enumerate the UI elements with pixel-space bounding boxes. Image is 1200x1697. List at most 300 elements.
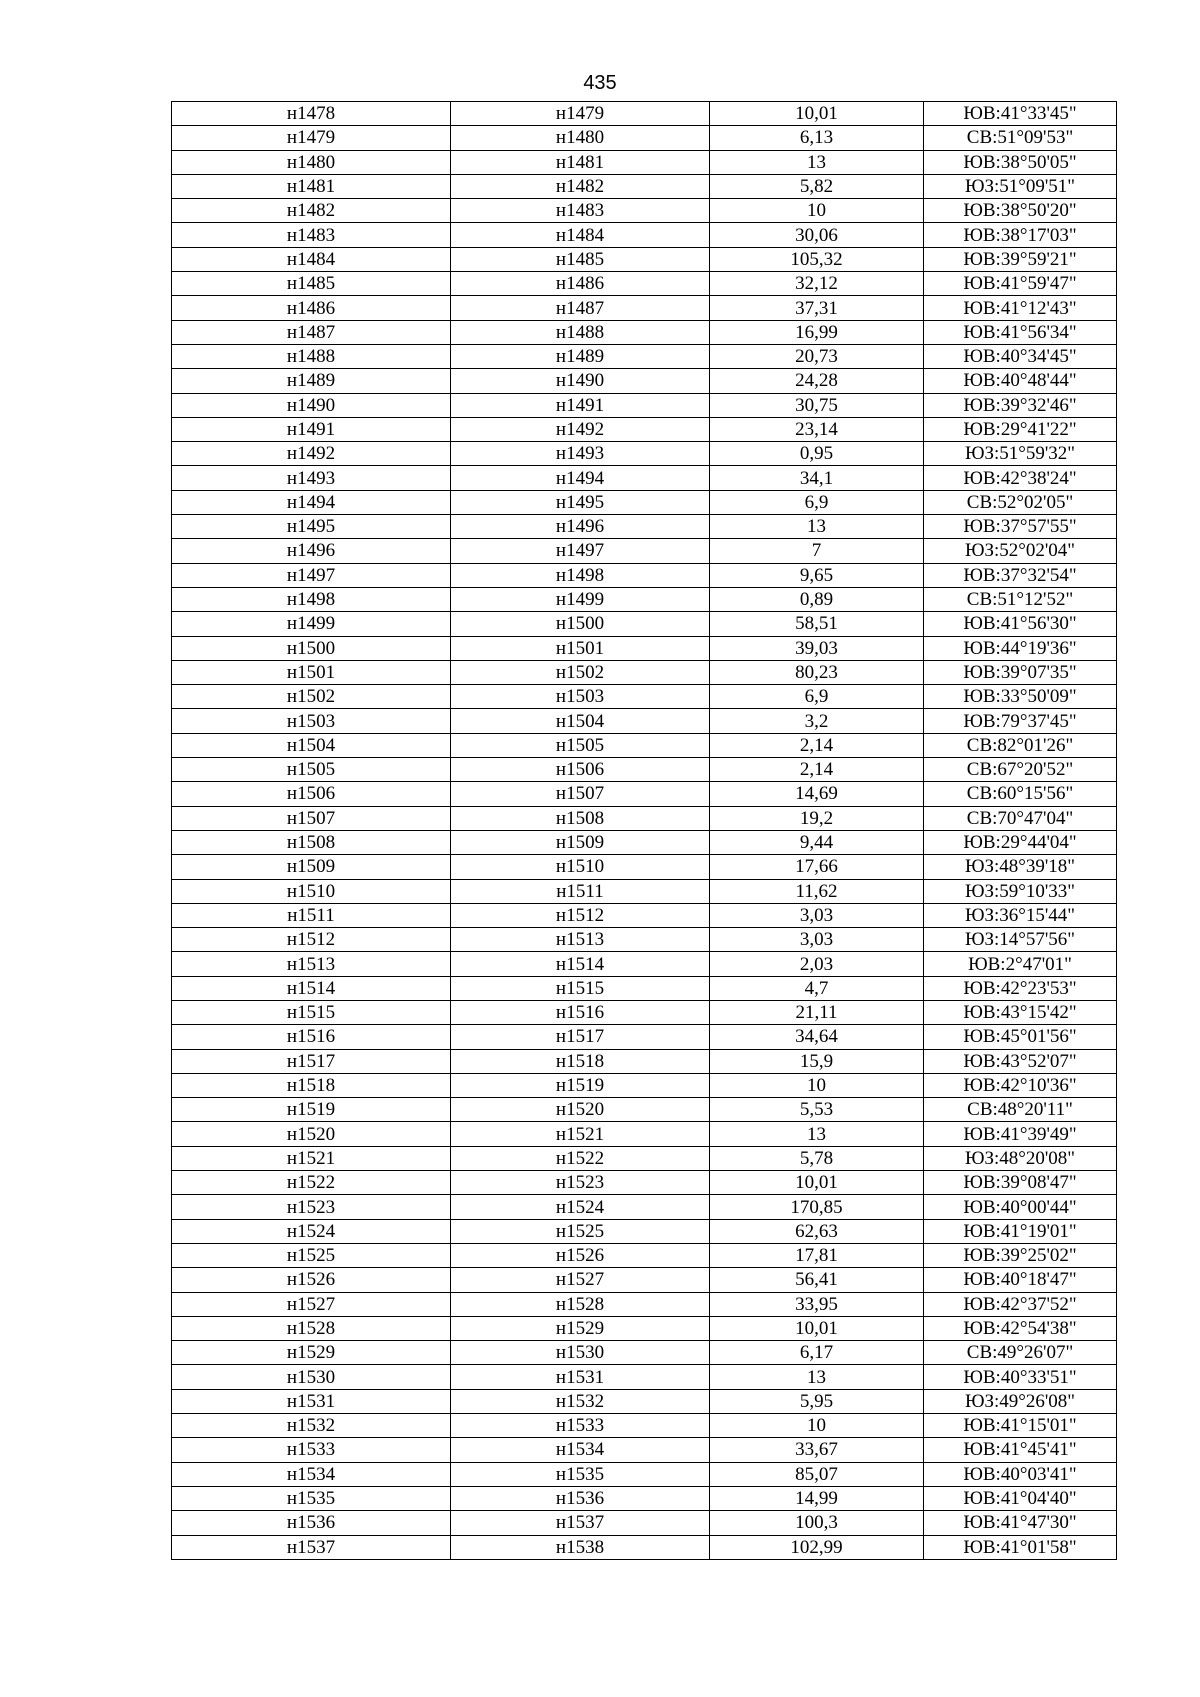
from-point-cell: н1532: [172, 1414, 451, 1438]
from-point-cell: н1497: [172, 563, 451, 587]
to-point-cell: н1491: [451, 393, 710, 417]
to-point-cell: н1518: [451, 1049, 710, 1073]
from-point-cell: н1536: [172, 1511, 451, 1535]
bearing-cell: ЮВ:45°01'56": [924, 1025, 1117, 1049]
table-row: [172, 1000, 1117, 1024]
table-row: [172, 1414, 1117, 1438]
bearing-cell: СВ:51°09'53": [924, 126, 1117, 150]
from-point-cell: н1525: [172, 1243, 451, 1267]
from-point-cell: н1490: [172, 393, 451, 417]
bearing-cell: ЮВ:39°07'35": [924, 660, 1117, 684]
to-point-cell: н1536: [451, 1486, 710, 1510]
to-point-cell: н1502: [451, 660, 710, 684]
from-point-cell: н1491: [172, 417, 451, 441]
bearing-cell: ЮВ:41°12'43": [924, 296, 1117, 320]
table-row: [172, 1365, 1117, 1389]
table-row: [172, 442, 1117, 466]
table-row: [172, 1341, 1117, 1365]
bearing-cell: ЮВ:2°47'01": [924, 952, 1117, 976]
table-row: [172, 1098, 1117, 1122]
to-point-cell: н1531: [451, 1365, 710, 1389]
bearing-cell: ЮВ:39°32'46": [924, 393, 1117, 417]
from-point-cell: н1481: [172, 174, 451, 198]
distance-cell: 39,03: [710, 636, 924, 660]
distance-cell: 0,89: [710, 587, 924, 611]
from-point-cell: н1483: [172, 223, 451, 247]
distance-cell: 6,13: [710, 126, 924, 150]
table-row: [172, 1171, 1117, 1195]
table-row: [172, 1511, 1117, 1535]
from-point-cell: н1487: [172, 320, 451, 344]
distance-cell: 105,32: [710, 247, 924, 271]
distance-cell: 9,65: [710, 563, 924, 587]
table-row: [172, 344, 1117, 368]
to-point-cell: н1490: [451, 369, 710, 393]
bearing-cell: ЮЗ:14°57'56": [924, 928, 1117, 952]
bearing-cell: ЮВ:41°19'01": [924, 1219, 1117, 1243]
from-point-cell: н1508: [172, 830, 451, 854]
table-row: [172, 515, 1117, 539]
to-point-cell: н1501: [451, 636, 710, 660]
to-point-cell: н1510: [451, 855, 710, 879]
from-point-cell: н1495: [172, 515, 451, 539]
from-point-cell: н1531: [172, 1389, 451, 1413]
distance-cell: 34,64: [710, 1025, 924, 1049]
table-row: [172, 466, 1117, 490]
distance-cell: 85,07: [710, 1462, 924, 1486]
distance-cell: 58,51: [710, 612, 924, 636]
to-point-cell: н1529: [451, 1316, 710, 1340]
distance-cell: 3,03: [710, 928, 924, 952]
from-point-cell: н1514: [172, 976, 451, 1000]
distance-cell: 80,23: [710, 660, 924, 684]
distance-cell: 30,75: [710, 393, 924, 417]
to-point-cell: н1514: [451, 952, 710, 976]
to-point-cell: н1494: [451, 466, 710, 490]
distance-cell: 15,9: [710, 1049, 924, 1073]
from-point-cell: н1518: [172, 1073, 451, 1097]
bearing-cell: ЮЗ:59°10'33": [924, 879, 1117, 903]
table-row: [172, 1486, 1117, 1510]
distance-cell: 10: [710, 1414, 924, 1438]
distance-cell: 102,99: [710, 1535, 924, 1559]
distance-cell: 37,31: [710, 296, 924, 320]
distance-cell: 17,66: [710, 855, 924, 879]
bearing-cell: ЮЗ:48°39'18": [924, 855, 1117, 879]
table-row: [172, 1219, 1117, 1243]
bearing-cell: ЮВ:40°48'44": [924, 369, 1117, 393]
from-point-cell: н1537: [172, 1535, 451, 1559]
distance-cell: 9,44: [710, 830, 924, 854]
to-point-cell: н1508: [451, 806, 710, 830]
distance-cell: 62,63: [710, 1219, 924, 1243]
table-body: [172, 102, 1117, 1560]
bearing-cell: СВ:67°20'52": [924, 758, 1117, 782]
table-row: [172, 1268, 1117, 1292]
bearing-cell: СВ:51°12'52": [924, 587, 1117, 611]
from-point-cell: н1482: [172, 199, 451, 223]
distance-cell: 0,95: [710, 442, 924, 466]
bearing-cell: ЮВ:39°25'02": [924, 1243, 1117, 1267]
table-row: [172, 1316, 1117, 1340]
from-point-cell: н1492: [172, 442, 451, 466]
to-point-cell: н1504: [451, 709, 710, 733]
bearing-cell: СВ:52°02'05": [924, 490, 1117, 514]
distance-cell: 32,12: [710, 272, 924, 296]
table-row: [172, 709, 1117, 733]
bearing-cell: ЮЗ:52°02'04": [924, 539, 1117, 563]
to-point-cell: н1481: [451, 150, 710, 174]
table-row: [172, 1122, 1117, 1146]
distance-cell: 21,11: [710, 1000, 924, 1024]
bearing-cell: ЮВ:44°19'36": [924, 636, 1117, 660]
to-point-cell: н1482: [451, 174, 710, 198]
from-point-cell: н1503: [172, 709, 451, 733]
from-point-cell: н1533: [172, 1438, 451, 1462]
distance-cell: 11,62: [710, 879, 924, 903]
from-point-cell: н1486: [172, 296, 451, 320]
table-row: [172, 612, 1117, 636]
from-point-cell: н1505: [172, 758, 451, 782]
to-point-cell: н1516: [451, 1000, 710, 1024]
from-point-cell: н1501: [172, 660, 451, 684]
table-row: [172, 952, 1117, 976]
distance-cell: 34,1: [710, 466, 924, 490]
bearing-cell: ЮВ:43°52'07": [924, 1049, 1117, 1073]
to-point-cell: н1483: [451, 199, 710, 223]
to-point-cell: н1519: [451, 1073, 710, 1097]
table-row: [172, 830, 1117, 854]
from-point-cell: н1496: [172, 539, 451, 563]
distance-cell: 33,67: [710, 1438, 924, 1462]
bearing-cell: ЮВ:41°01'58": [924, 1535, 1117, 1559]
bearing-cell: ЮВ:41°15'01": [924, 1414, 1117, 1438]
bearing-cell: ЮВ:41°45'41": [924, 1438, 1117, 1462]
table-row: [172, 879, 1117, 903]
table-row: [172, 685, 1117, 709]
to-point-cell: н1488: [451, 320, 710, 344]
distance-cell: 2,14: [710, 733, 924, 757]
bearing-cell: ЮВ:41°59'47": [924, 272, 1117, 296]
to-point-cell: н1498: [451, 563, 710, 587]
table-row: [172, 1535, 1117, 1559]
from-point-cell: н1522: [172, 1171, 451, 1195]
distance-cell: 33,95: [710, 1292, 924, 1316]
distance-cell: 30,06: [710, 223, 924, 247]
table-row: [172, 199, 1117, 223]
table-row: [172, 247, 1117, 271]
table-row: [172, 1195, 1117, 1219]
from-point-cell: н1504: [172, 733, 451, 757]
to-point-cell: н1509: [451, 830, 710, 854]
distance-cell: 16,99: [710, 320, 924, 344]
to-point-cell: н1525: [451, 1219, 710, 1243]
table-row: [172, 855, 1117, 879]
to-point-cell: н1480: [451, 126, 710, 150]
to-point-cell: н1512: [451, 903, 710, 927]
distance-cell: 13: [710, 1365, 924, 1389]
table-row: [172, 1025, 1117, 1049]
table-row: [172, 150, 1117, 174]
from-point-cell: н1530: [172, 1365, 451, 1389]
distance-cell: 10,01: [710, 102, 924, 126]
bearing-cell: СВ:82°01'26": [924, 733, 1117, 757]
to-point-cell: н1517: [451, 1025, 710, 1049]
from-point-cell: н1520: [172, 1122, 451, 1146]
table-row: [172, 1073, 1117, 1097]
bearing-cell: ЮВ:41°04'40": [924, 1486, 1117, 1510]
table-row: [172, 587, 1117, 611]
bearing-cell: ЮЗ:49°26'08": [924, 1389, 1117, 1413]
to-point-cell: н1507: [451, 782, 710, 806]
bearing-cell: ЮВ:79°37'45": [924, 709, 1117, 733]
to-point-cell: н1503: [451, 685, 710, 709]
bearing-cell: ЮЗ:36°15'44": [924, 903, 1117, 927]
distance-cell: 17,81: [710, 1243, 924, 1267]
page-number: 435: [583, 72, 617, 94]
bearing-cell: ЮЗ:48°20'08": [924, 1146, 1117, 1170]
distance-cell: 6,17: [710, 1341, 924, 1365]
to-point-cell: н1484: [451, 223, 710, 247]
table-row: [172, 1049, 1117, 1073]
from-point-cell: н1484: [172, 247, 451, 271]
from-point-cell: н1507: [172, 806, 451, 830]
distance-cell: 13: [710, 150, 924, 174]
from-point-cell: н1480: [172, 150, 451, 174]
table-row: [172, 806, 1117, 830]
to-point-cell: н1511: [451, 879, 710, 903]
table-row: [172, 393, 1117, 417]
from-point-cell: н1512: [172, 928, 451, 952]
bearing-cell: ЮВ:39°59'21": [924, 247, 1117, 271]
distance-cell: 3,2: [710, 709, 924, 733]
coordinates-table: [171, 101, 1117, 1560]
table-row: [172, 660, 1117, 684]
bearing-cell: ЮВ:42°23'53": [924, 976, 1117, 1000]
table-row: [172, 490, 1117, 514]
table-row: [172, 733, 1117, 757]
to-point-cell: н1532: [451, 1389, 710, 1413]
bearing-cell: ЮВ:29°41'22": [924, 417, 1117, 441]
to-point-cell: н1527: [451, 1268, 710, 1292]
bearing-cell: ЮВ:42°38'24": [924, 466, 1117, 490]
bearing-cell: ЮВ:38°50'05": [924, 150, 1117, 174]
table-row: [172, 1146, 1117, 1170]
to-point-cell: н1479: [451, 102, 710, 126]
bearing-cell: ЮВ:38°17'03": [924, 223, 1117, 247]
distance-cell: 14,99: [710, 1486, 924, 1510]
table-row: [172, 320, 1117, 344]
to-point-cell: н1496: [451, 515, 710, 539]
table-row: [172, 369, 1117, 393]
from-point-cell: н1499: [172, 612, 451, 636]
to-point-cell: н1535: [451, 1462, 710, 1486]
distance-cell: 13: [710, 1122, 924, 1146]
from-point-cell: н1515: [172, 1000, 451, 1024]
table-row: [172, 102, 1117, 126]
bearing-cell: ЮВ:40°34'45": [924, 344, 1117, 368]
from-point-cell: н1527: [172, 1292, 451, 1316]
bearing-cell: ЮВ:41°33'45": [924, 102, 1117, 126]
distance-cell: 5,78: [710, 1146, 924, 1170]
from-point-cell: н1485: [172, 272, 451, 296]
to-point-cell: н1487: [451, 296, 710, 320]
to-point-cell: н1538: [451, 1535, 710, 1559]
bearing-cell: ЮВ:41°56'34": [924, 320, 1117, 344]
from-point-cell: н1489: [172, 369, 451, 393]
distance-cell: 19,2: [710, 806, 924, 830]
table-row: [172, 126, 1117, 150]
distance-cell: 6,9: [710, 685, 924, 709]
bearing-cell: ЮВ:33°50'09": [924, 685, 1117, 709]
from-point-cell: н1509: [172, 855, 451, 879]
distance-cell: 6,9: [710, 490, 924, 514]
distance-cell: 7: [710, 539, 924, 563]
from-point-cell: н1502: [172, 685, 451, 709]
from-point-cell: н1521: [172, 1146, 451, 1170]
to-point-cell: н1530: [451, 1341, 710, 1365]
bearing-cell: ЮВ:39°08'47": [924, 1171, 1117, 1195]
bearing-cell: ЮВ:37°57'55": [924, 515, 1117, 539]
to-point-cell: н1515: [451, 976, 710, 1000]
to-point-cell: н1513: [451, 928, 710, 952]
bearing-cell: СВ:60°15'56": [924, 782, 1117, 806]
table-row: [172, 1243, 1117, 1267]
table-row: [172, 758, 1117, 782]
bearing-cell: ЮВ:29°44'04": [924, 830, 1117, 854]
bearing-cell: ЮВ:40°33'51": [924, 1365, 1117, 1389]
table-row: [172, 1292, 1117, 1316]
from-point-cell: н1511: [172, 903, 451, 927]
to-point-cell: н1534: [451, 1438, 710, 1462]
from-point-cell: н1529: [172, 1341, 451, 1365]
distance-cell: 100,3: [710, 1511, 924, 1535]
bearing-cell: ЮВ:40°03'41": [924, 1462, 1117, 1486]
table-row: [172, 636, 1117, 660]
bearing-cell: ЮВ:42°37'52": [924, 1292, 1117, 1316]
to-point-cell: н1493: [451, 442, 710, 466]
to-point-cell: н1497: [451, 539, 710, 563]
to-point-cell: н1537: [451, 1511, 710, 1535]
from-point-cell: н1493: [172, 466, 451, 490]
from-point-cell: н1526: [172, 1268, 451, 1292]
to-point-cell: н1489: [451, 344, 710, 368]
from-point-cell: н1510: [172, 879, 451, 903]
table-row: [172, 1389, 1117, 1413]
distance-cell: 4,7: [710, 976, 924, 1000]
table-row: [172, 976, 1117, 1000]
distance-cell: 23,14: [710, 417, 924, 441]
bearing-cell: СВ:49°26'07": [924, 1341, 1117, 1365]
from-point-cell: н1528: [172, 1316, 451, 1340]
bearing-cell: ЮВ:42°54'38": [924, 1316, 1117, 1340]
to-point-cell: н1526: [451, 1243, 710, 1267]
table-row: [172, 539, 1117, 563]
distance-cell: 20,73: [710, 344, 924, 368]
table-row: [172, 272, 1117, 296]
distance-cell: 2,03: [710, 952, 924, 976]
from-point-cell: н1523: [172, 1195, 451, 1219]
to-point-cell: н1523: [451, 1171, 710, 1195]
from-point-cell: н1524: [172, 1219, 451, 1243]
to-point-cell: н1524: [451, 1195, 710, 1219]
bearing-cell: ЮВ:37°32'54": [924, 563, 1117, 587]
to-point-cell: н1500: [451, 612, 710, 636]
to-point-cell: н1505: [451, 733, 710, 757]
distance-cell: 10,01: [710, 1171, 924, 1195]
from-point-cell: н1517: [172, 1049, 451, 1073]
table-row: [172, 223, 1117, 247]
from-point-cell: н1513: [172, 952, 451, 976]
bearing-cell: СВ:70°47'04": [924, 806, 1117, 830]
from-point-cell: н1506: [172, 782, 451, 806]
to-point-cell: н1485: [451, 247, 710, 271]
to-point-cell: н1528: [451, 1292, 710, 1316]
distance-cell: 10: [710, 1073, 924, 1097]
from-point-cell: н1479: [172, 126, 451, 150]
from-point-cell: н1498: [172, 587, 451, 611]
distance-cell: 5,95: [710, 1389, 924, 1413]
from-point-cell: н1488: [172, 344, 451, 368]
from-point-cell: н1516: [172, 1025, 451, 1049]
distance-cell: 5,82: [710, 174, 924, 198]
bearing-cell: ЮВ:43°15'42": [924, 1000, 1117, 1024]
distance-cell: 3,03: [710, 903, 924, 927]
bearing-cell: ЮВ:38°50'20": [924, 199, 1117, 223]
from-point-cell: н1494: [172, 490, 451, 514]
distance-cell: 14,69: [710, 782, 924, 806]
distance-cell: 2,14: [710, 758, 924, 782]
bearing-cell: ЮЗ:51°59'32": [924, 442, 1117, 466]
distance-cell: 5,53: [710, 1098, 924, 1122]
table-row: [172, 174, 1117, 198]
distance-cell: 24,28: [710, 369, 924, 393]
to-point-cell: н1495: [451, 490, 710, 514]
bearing-cell: ЮВ:41°47'30": [924, 1511, 1117, 1535]
bearing-cell: ЮЗ:51°09'51": [924, 174, 1117, 198]
table-row: [172, 782, 1117, 806]
from-point-cell: н1535: [172, 1486, 451, 1510]
distance-cell: 170,85: [710, 1195, 924, 1219]
to-point-cell: н1522: [451, 1146, 710, 1170]
from-point-cell: н1519: [172, 1098, 451, 1122]
table-row: [172, 1462, 1117, 1486]
to-point-cell: н1492: [451, 417, 710, 441]
table-row: [172, 296, 1117, 320]
to-point-cell: н1499: [451, 587, 710, 611]
to-point-cell: н1533: [451, 1414, 710, 1438]
table-row: [172, 928, 1117, 952]
distance-cell: 10,01: [710, 1316, 924, 1340]
distance-cell: 10: [710, 199, 924, 223]
to-point-cell: н1521: [451, 1122, 710, 1146]
to-point-cell: н1520: [451, 1098, 710, 1122]
from-point-cell: н1534: [172, 1462, 451, 1486]
bearing-cell: ЮВ:40°00'44": [924, 1195, 1117, 1219]
bearing-cell: ЮВ:41°56'30": [924, 612, 1117, 636]
table-row: [172, 903, 1117, 927]
bearing-cell: СВ:48°20'11": [924, 1098, 1117, 1122]
table-row: [172, 563, 1117, 587]
table-row: [172, 417, 1117, 441]
to-point-cell: н1486: [451, 272, 710, 296]
bearing-cell: ЮВ:41°39'49": [924, 1122, 1117, 1146]
bearing-cell: ЮВ:42°10'36": [924, 1073, 1117, 1097]
distance-cell: 13: [710, 515, 924, 539]
from-point-cell: н1500: [172, 636, 451, 660]
table-row: [172, 1438, 1117, 1462]
from-point-cell: н1478: [172, 102, 451, 126]
